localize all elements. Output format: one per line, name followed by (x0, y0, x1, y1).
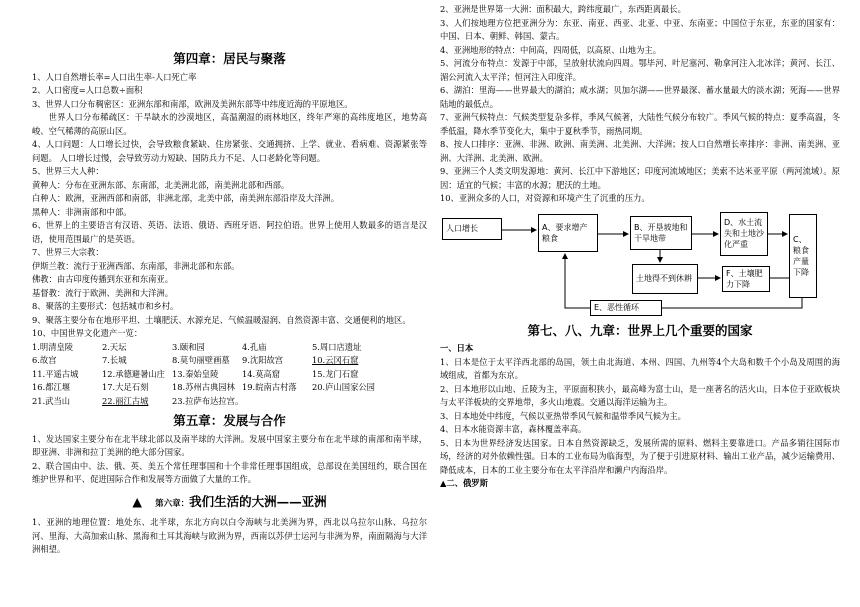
asia-item: 8、按人口排序：亚洲、非洲、欧洲、南美洲、北美洲、大洋洲；按人口自然增长率排序：非洲、南美洲、亚洲、大洋洲、北美洲、欧洲。 (440, 139, 840, 163)
ch4-item: 1、人口自然增长率=人口出生率-人口死亡率 (32, 71, 197, 82)
heritage-item: 23.拉萨布达拉宫。 (172, 395, 244, 406)
ch4-item: 伊斯兰教：流行于亚洲西部、东南部，非洲北部和东部。 (32, 260, 240, 271)
population-flow-diagram (440, 210, 840, 318)
ch4-item: 白种人：欧洲，亚洲西部和南部，非洲北部，北美中部，南美洲东部沿岸及大洋洲。 (32, 193, 339, 203)
heritage-item: 19.皖南古村落 (242, 382, 297, 392)
ch4-item: 3、世界人口分布稠密区：亚洲东部和南部，欧洲及美洲东部等中纬度近海的平原地区。 (32, 98, 353, 109)
step-c-box: C、粮食产量下降 (789, 214, 817, 298)
ch4-item: 5、世界三大人种： (32, 166, 104, 176)
ch4-item: 10、中国世界文化遗产一览： (32, 328, 143, 338)
chapter5-title: 第五章：发展与合作 (173, 413, 286, 428)
step-d-box: D、水土流失和土地沙化严重 (720, 212, 768, 256)
step-g-box: 土地得不到休耕 (632, 264, 698, 294)
japan-item: 1、日本是位于太平洋西北部的岛国，领土由北海道、本州、四国、九州等4个大岛和数千个小岛及周围的海域组成，首都为东京。 (440, 356, 840, 380)
chapter789-title: 第七、八、九章：世界上几个重要的国家 (527, 322, 753, 338)
heritage-item: 11.平遥古城 (32, 368, 79, 379)
chapter4-body (32, 71, 427, 409)
japan-item: 5、日本为世界经济发达国家。日本自然资源缺乏，发展所需的原料、燃料主要靠进口。产品多销往国际市场，经济的对外依赖性强。日本的工业布局为临海型，为了便于引进原材料、输出工业产品，减少运输费用、降低成本，日本的工业主要分布在太平洋沿岸和濑户内海沿岸。 (440, 437, 840, 475)
asia-item: 4、亚洲地形的特点：中间高，四周低，以高原、山地为主。 (440, 44, 661, 55)
heritage-item: 12.承德避暑山庄 (102, 368, 165, 379)
heritage-item: 22.丽江古城 (102, 395, 149, 406)
ch4-item: 4、人口问题：人口增长过快，会导致粮食紧缺、住房紧张、交通拥挤、上学、就业、看病难、资源紧张等问题。 人口增长过慢，会导致劳动力短缺、国防兵力不足、人口老龄化等问题。 (32, 139, 427, 163)
heritage-list (32, 341, 427, 409)
step-f-box: F、土壤肥力下降 (722, 266, 770, 292)
heritage-item: 8.莫句丽壁画墓 (172, 355, 230, 365)
heritage-item: 3.颐和园 (172, 341, 205, 352)
chapter6-label: 第六章： (155, 498, 190, 509)
heritage-item: 1.明清皇陵 (32, 341, 74, 352)
ch4-item: 黑种人：非洲南部和中部。 (32, 206, 132, 217)
section-japan-heading: 一、日本 (440, 343, 474, 353)
heritage-item: 2.天坛 (102, 341, 127, 352)
heritage-item: 18.苏州古典园林 (172, 382, 235, 392)
ch4-item: 9、聚落主要分布在地形平坦、土壤肥沃、水源充足、气候温暖湿润、自然资源丰富、交通便利的地区。 (32, 314, 411, 325)
right-column (440, 0, 840, 491)
japan-item: 4、日本水能资源丰富，森林覆盖率高。 (440, 424, 587, 434)
ch5-item: 1、发达国家主要分布在北半球北部以及南半球的大洋洲。发展中国家主要分布在北半球的南部和南半球，即亚洲、非洲和拉丁美洲的绝大部分国家。 (32, 433, 427, 457)
asia-item: 6、湖泊：里海——世界最大的湖泊；咸水湖；贝加尔湖——世界最深、蓄水量最大的淡水湖；死海——世界陆地的最低点。 (440, 85, 840, 109)
chapter6-title (32, 495, 427, 512)
asia-item: 3、人们按地理方位把亚洲分为：东亚、南亚、西亚、北亚、中亚、东南亚；中国位于东亚，东亚的国家有：中国、日本、朝鲜、韩国、蒙古。 (440, 17, 840, 41)
heritage-item: 13.秦始皇陵 (172, 368, 219, 379)
ch4-item: 8、聚落的主要形式：包括城市和乡村。 (32, 301, 179, 311)
step-b-box: B、开垦坡地和干旱地带 (630, 216, 692, 250)
heritage-item: 5.周口店遗址 (312, 341, 362, 352)
triangle-marker-icon: ▲ (132, 493, 143, 509)
asia-item: 5、河流分布特点：发源于中部，呈放射状流向四周。鄂毕河、叶尼塞河、勒拿河注入北冰洋；黄河、长江、湄公河流入太平洋；恒河注入印度洋。 (440, 58, 840, 82)
ch4-item: 2、人口密度=人口总数÷面积 (32, 85, 143, 95)
ch4-item: 基督教：流行于欧洲、美洲和大洋洲。 (32, 287, 174, 298)
japan-item: 3、日本地处中纬度，气候以亚热带季风气候和温带季风气候为主。 (440, 410, 686, 421)
ch4-item: 黄种人：分布在亚洲东部、东南部，北美洲北部，南美洲北部和西部。 (32, 179, 290, 190)
japan-item: 2、日本地形以山地、丘陵为主，平原面积狭小，最高峰为富士山，是一座著名的活火山，日本位于亚欧板块与太平洋板块的交界地带，多火山地震。交通以海洋运输为主。 (440, 383, 840, 407)
asia-item: 2、亚洲是世界第一大洲：面积最大，跨纬度最广，东西距离最长。 (440, 4, 686, 14)
heritage-item: 20.庐山国家公园 (312, 382, 375, 392)
start-box: 人口增长 (442, 218, 502, 240)
step-e-box: E、恶性循环 (590, 300, 662, 316)
asia-item: 7、亚洲气候特点：气候类型复杂多样，季风气候著，大陆性气候分布较广。季风气候的特点：夏季高温，冬季低温，降水季节变化大，集中于夏秋季节，雨热同期。 (440, 112, 840, 136)
heritage-item: 15.龙门石窟 (312, 368, 359, 379)
heritage-item: 9.沈阳故宫 (242, 355, 284, 365)
chapter6-heading: 我们生活的大洲——亚洲 (189, 493, 327, 509)
heritage-item: 6.故宫 (32, 355, 57, 365)
section-russia-heading: ▲二、俄罗斯 (440, 478, 488, 488)
heritage-item: 10.云冈石窟 (312, 355, 359, 365)
left-column (32, 0, 427, 557)
heritage-item: 4.孔庙 (242, 341, 267, 352)
ch4-item: 佛教：由古印度传播到东亚和东南亚。 (32, 274, 174, 284)
asia-item: 9、亚洲三个人类文明发源地：黄河、长江中下游地区；印度河流域地区；美索不达米亚平原（两河流域）。原因：适宜的气候；丰富的水源；肥沃的土地。 (440, 166, 840, 190)
heritage-item: 14.莫高窟 (242, 368, 281, 379)
ch4-item: 7、世界三大宗教： (32, 247, 104, 257)
step-a-box: A、要求增产粮食 (538, 214, 598, 252)
chapter4-title: 第四章：居民与聚落 (173, 51, 286, 66)
heritage-item: 17.大足石刻 (102, 382, 149, 392)
asia-item: 10、亚洲众多的人口，对资源和环境产生了沉重的压力。 (440, 193, 650, 203)
ch4-item: 6、世界上的主要语言有汉语、英语、法语、俄语、西班牙语、阿拉伯语。世界上使用人数最多的语言是汉语，使用范围最广的是英语。 (32, 220, 427, 244)
ch6-item: 1、亚洲的地理位置：地处东、北半球，东北方向以白令海峡与北美洲为界，西北以乌拉尔山脉、乌拉尔河、里海、大高加索山脉、黑海和土耳其海峡与欧洲为界，西南以苏伊士运河与非洲为界，南面隔海与大洋洲相望。 (32, 517, 427, 554)
ch5-item: 2、联合国由中、法、俄、英、美五个常任理事国和十个非常任理事国组成，总部设在美国纽约，联合国在维护世界和平、促进国际合作和发展等方面做了大量的工作。 (32, 460, 427, 484)
heritage-item: 16.都江堰 (32, 382, 71, 392)
heritage-item: 21.武当山 (32, 395, 71, 406)
heritage-item: 7.长城 (102, 355, 127, 365)
ch4-item: 世界人口分布稀疏区：干旱缺水的沙漠地区，高温潮湿的雨林地区，终年严寒的高纬度地区，地势高峻、空气稀薄的高原山区。 (32, 112, 427, 136)
